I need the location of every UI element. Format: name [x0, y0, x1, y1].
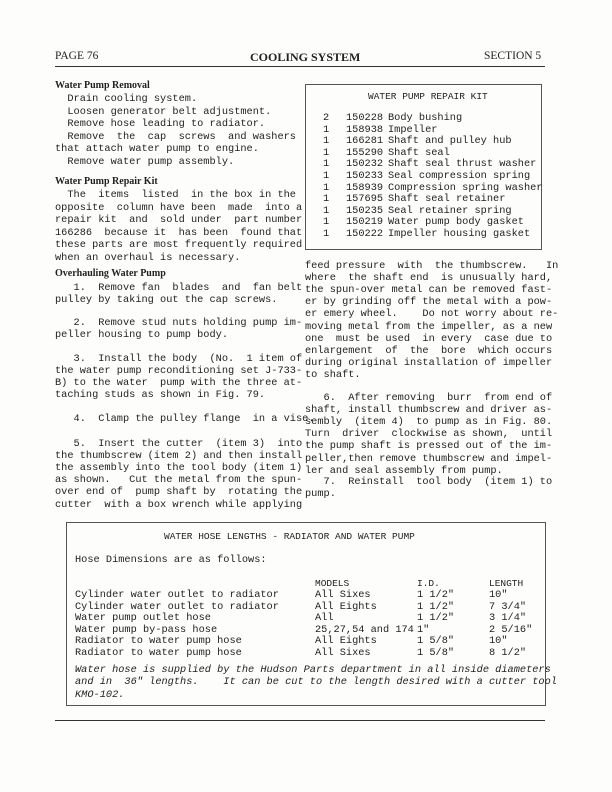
section-label: SECTION 5 — [484, 50, 542, 62]
paragraph-line: over end of pump shaft by rotating the — [55, 486, 303, 499]
paragraph-line: as shown. Cut the metal from the spun- — [55, 474, 303, 487]
hose-cell: 1 5/8" — [417, 635, 455, 647]
hose-cell: 10" — [489, 635, 508, 647]
kit-description: Body bushing — [388, 112, 463, 124]
hose-cell: Water pump by-pass hose — [75, 623, 218, 636]
hose-cell: All Sixes — [315, 646, 371, 659]
paragraph-line: Turn driver clockwise as shown, until — [305, 428, 553, 441]
paragraph-line: 4. Clamp the pulley flange in a vise. — [55, 413, 315, 425]
paragraph-line: the water pump reconditioning set J-733- — [55, 365, 303, 378]
hose-cell: 10" — [489, 589, 508, 601]
paragraph-line: er by grinding off the metal with a pow- — [305, 296, 553, 309]
kit-part-number: 150228 — [346, 112, 384, 124]
kit-description: Shaft and pulley hub — [388, 135, 512, 148]
hose-cell: 3 1/4" — [489, 612, 527, 624]
paragraph-line: the pump shaft is pressed out of the im- — [305, 440, 553, 453]
paragraph-line: during original installation of impeller — [305, 356, 553, 369]
paragraph-line: to shaft. — [305, 368, 361, 381]
hose-note-line: and in 36" lengths. It can be cut to the length desired with a cutter tool — [75, 676, 557, 689]
kit-qty: 1 — [323, 123, 330, 136]
kit-qty: 1 — [323, 216, 330, 229]
hose-cell: 7 3/4" — [489, 600, 527, 613]
hose-cell: All Eights — [315, 600, 377, 613]
text-line: Remove hose leading to radiator. — [55, 118, 266, 130]
kit-qty: 2 — [323, 112, 330, 124]
hose-cell: 8 1/2" — [489, 646, 527, 659]
hose-cell: 1 1/2" — [417, 589, 455, 601]
kit-qty: 1 — [323, 204, 330, 217]
page-number: PAGE 76 — [55, 50, 99, 62]
kit-qty: 1 — [323, 193, 330, 206]
repair-kit-title: WATER PUMP REPAIR KIT — [368, 91, 488, 102]
text-line: Remove the cap screws and washers — [55, 130, 296, 143]
hose-cell: All — [315, 612, 334, 624]
hose-cell: Cylinder water outlet to radiator — [75, 589, 279, 601]
hose-cell: Radiator to water pump hose — [75, 646, 242, 659]
hose-box-title: WATER HOSE LENGTHS - RADIATOR AND WATER PUMP — [164, 531, 415, 542]
hose-cell: All Eights — [315, 635, 377, 647]
paragraph-line: pump. — [305, 488, 336, 501]
text-line: these parts are most frequently required — [55, 239, 303, 251]
hose-lengths-box — [66, 522, 557, 706]
hose-cell: 1 5/8" — [417, 646, 455, 659]
chapter-title: COOLING SYSTEM — [250, 50, 361, 64]
kit-description: Impeller — [388, 123, 438, 136]
text-line: Drain cooling system. — [55, 93, 198, 105]
repair-kit-box — [305, 84, 542, 250]
hose-note-line: KMO-102. — [75, 688, 125, 701]
hose-cell: 1 1/2" — [417, 612, 455, 624]
paragraph-line: feed pressure with the thumbscrew. In — [305, 260, 559, 272]
kit-part-number: 155290 — [346, 146, 384, 159]
hose-cell: Water pump outlet hose — [75, 612, 211, 624]
paragraph-line: sembly (item 4) to pump as in Fig. 80. — [305, 416, 553, 429]
hose-cell: 25,27,54 and 174 — [315, 623, 414, 636]
kit-description: Shaft seal thrust washer — [388, 158, 537, 171]
paragraph-line: shaft, install thumbscrew and driver as- — [305, 404, 553, 417]
paragraph-line: pulley by taking out the cap screws. — [55, 294, 278, 307]
paragraph-line: the assembly into the tool body (item 1) — [55, 462, 303, 475]
text-line: repair kit and sold under part number — [55, 214, 303, 226]
kit-part-number: 158939 — [346, 181, 384, 194]
paragraph-line: 6. After removing burr from end of — [305, 392, 553, 404]
paragraph-line: 5. Insert the cutter (item 3) into — [55, 438, 303, 450]
kit-part-number: 150233 — [346, 170, 384, 182]
kit-qty: 1 — [323, 158, 330, 171]
text-line: opposite column have been made into a — [55, 201, 303, 214]
kit-qty: 1 — [323, 228, 330, 240]
paragraph-line: B) to the water pump with the three at- — [55, 377, 303, 390]
paragraph-line: er emery wheel. Do not worry about re- — [305, 308, 559, 321]
kit-qty: 1 — [323, 181, 330, 194]
header-rule — [55, 66, 545, 67]
kit-part-number: 166281 — [346, 135, 384, 148]
text-line: when an overhaul is necessary. — [55, 251, 241, 264]
paragraph-line: 2. Remove stud nuts holding pump im- — [55, 317, 303, 329]
col-length: LENGTH — [489, 578, 524, 589]
kit-description: Seal compression spring — [388, 170, 531, 182]
hose-cell: 2 5/16" — [489, 623, 533, 636]
kit-qty: 1 — [323, 146, 330, 159]
paragraph-line: ler and seal assembly from pump. — [305, 464, 503, 477]
text-line: that attach water pump to engine. — [55, 143, 259, 155]
kit-description: Shaft seal — [388, 146, 450, 159]
heading-overhauling: Overhauling Water Pump — [55, 268, 166, 279]
paragraph-line: the spun-over metal can be removed fast- — [305, 284, 553, 297]
kit-description: Seal retainer spring — [388, 204, 512, 217]
hose-cell: 1" — [417, 623, 430, 636]
hose-cell: All Sixes — [315, 589, 371, 601]
hose-note-line: Water hose is supplied by the Hudson Parts department in all inside diameters — [75, 664, 551, 676]
kit-part-number: 150232 — [346, 158, 384, 171]
kit-description: Compression spring washer — [388, 181, 543, 194]
heading-repair-kit: Water Pump Repair Kit — [55, 176, 158, 187]
hose-cell: 1 1/2" — [417, 600, 455, 613]
footer-rule — [55, 720, 545, 721]
kit-description: Water pump body gasket — [388, 216, 524, 229]
kit-qty: 1 — [323, 135, 330, 148]
col-id: I.D. — [417, 578, 440, 589]
paragraph-line: 1. Remove fan blades and fan belt — [55, 282, 303, 294]
paragraph-line: cutter with a box wrench while applying — [55, 498, 303, 511]
paragraph-line: 3. Install the body (No. 1 item of — [55, 353, 303, 365]
hose-intro: Hose Dimensions are as follows: — [75, 554, 267, 566]
kit-part-number: 158938 — [346, 123, 384, 136]
kit-description: Shaft seal retainer — [388, 193, 506, 206]
paragraph-line: the thumbscrew (item 2) and then install — [55, 450, 303, 463]
paragraph-line: taching studs as shown in Fig. 79. — [55, 389, 266, 402]
text-line: 166286 because it has been found that — [55, 226, 303, 239]
heading-water-pump-removal: Water Pump Removal — [55, 80, 150, 91]
paragraph-line: peller,then remove thumbscrew and impel- — [305, 452, 553, 465]
text-line: Remove water pump assembly. — [55, 155, 235, 168]
paragraph-line: 7. Reinstall tool body (item 1) to — [305, 476, 553, 488]
kit-part-number: 150235 — [346, 204, 384, 217]
text-line: The items listed in the box in the — [55, 189, 296, 201]
paragraph-line: peller housing to pump body. — [55, 329, 229, 342]
text-line: Loosen generator belt adjustment. — [55, 105, 272, 118]
col-models: MODELS — [315, 578, 350, 589]
kit-part-number: 150222 — [346, 228, 384, 240]
paragraph-line: moving metal from the impeller, as a new — [305, 320, 553, 333]
paragraph-line: where the shaft end is unusually hard, — [305, 272, 553, 285]
paragraph-line: enlargement of the bore which occurs — [305, 344, 553, 357]
kit-part-number: 157695 — [346, 193, 384, 206]
kit-qty: 1 — [323, 170, 330, 182]
kit-part-number: 150219 — [346, 216, 384, 229]
paragraph-line: one must be used in every case due to — [305, 332, 553, 345]
kit-description: Impeller housing gasket — [388, 228, 531, 240]
hose-cell: Radiator to water pump hose — [75, 635, 242, 647]
hose-cell: Cylinder water outlet to radiator — [75, 600, 279, 613]
